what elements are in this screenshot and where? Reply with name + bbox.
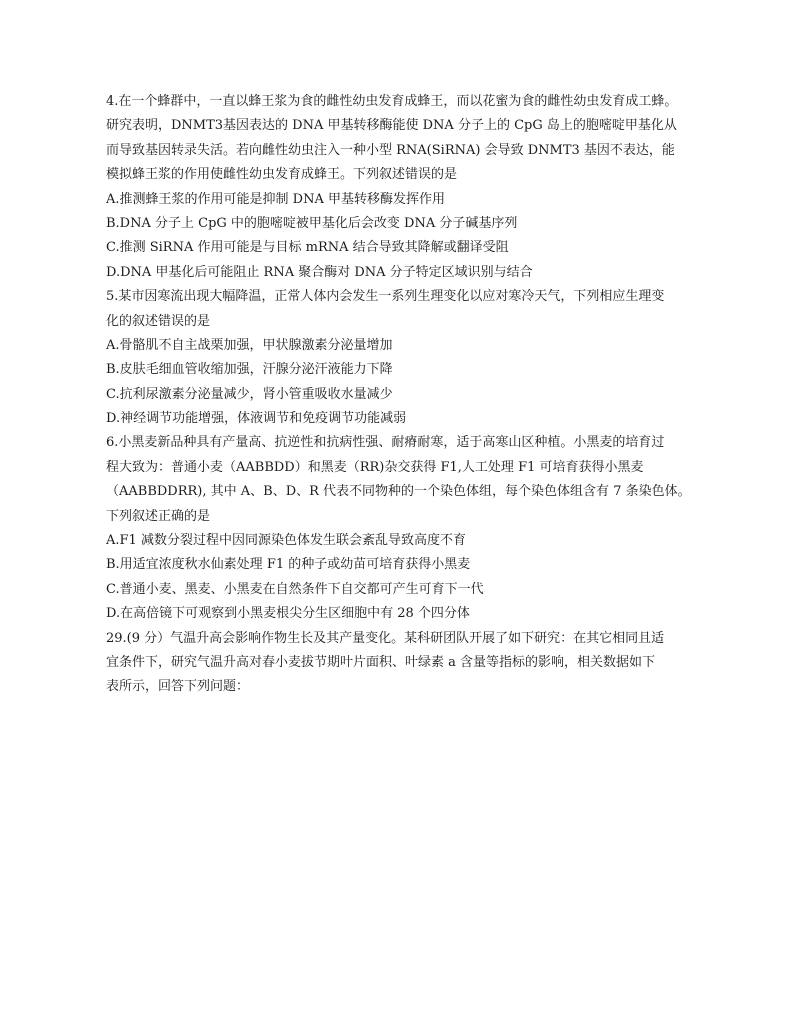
- question-4-option-a: A.推测蜂王浆的作用可能是抑制 DNA 甲基转移酶发挥作用: [106, 191, 445, 207]
- question-6-stem-line-1: 6.小黑麦新品种具有产量高、抗逆性和抗病性强、耐瘠耐寒，适于高寒山区种植。小黑麦的培育过: [106, 435, 665, 451]
- question-4: [106, 90, 726, 285]
- question-5-option-c: C.抗利尿激素分泌量减少，肾小管重吸收水量减少: [106, 386, 393, 402]
- question-6-option-a: A.F1 减数分裂过程中因同源染色体发生联会紊乱导致高度不育: [106, 533, 466, 549]
- question-5-stem-line-2: 化的叙述错误的是: [106, 313, 211, 329]
- question-4-stem-line-1: 4.在一个蜂群中，一直以蜂王浆为食的雌性幼虫发育成蜂王，而以花蜜为食的雌性幼虫发育成工蜂。: [106, 94, 678, 109]
- question-4-stem-line-2: 研究表明，DNMT3基因表达的 DNA 甲基转移酶能使 DNA 分子上的 CpG 岛上的胞嘧啶甲基化从: [106, 118, 677, 134]
- question-6-stem-line-3: （AABBDDRR), 其中 A、B、D、R 代表不同物种的一个染色体组，每个染色体组含有 7 条染色体。: [106, 484, 691, 500]
- question-4-option-d: D.DNA 甲基化后可能阻止 RNA 聚合酶对 DNA 分子特定区域识别与结合: [106, 264, 533, 280]
- question-5-stem-line-1: 5.某市因寒流出现大幅降温，正常人体内会发生一系列生理变化以应对寒冷天气，下列相应生理变: [106, 289, 665, 305]
- question-4-option-b: B.DNA 分子上 CpG 中的胞嘧啶被甲基化后会改变 DNA 分子碱基序列: [106, 215, 518, 231]
- question-4-option-c: C.推测 SiRNA 作用可能是与目标 mRNA 结合导致其降解或翻译受阻: [106, 240, 509, 256]
- question-5-option-b: B.皮肤毛细血管收缩加强，汗腺分泌汗液能力下降: [106, 362, 393, 378]
- question-29: [106, 627, 726, 700]
- question-content: [106, 90, 726, 700]
- question-6-option-d: D.在高倍镜下可观察到小黑麦根尖分生区细胞中有 28 个四分体: [106, 606, 470, 622]
- question-6-stem-line-4: 下列叙述正确的是: [106, 508, 211, 524]
- question-29-stem-line-1: 29.(9 分）气温升高会影响作物生长及其产量变化。某科研团队开展了如下研究：在其它相同且适: [106, 630, 665, 646]
- question-5: [106, 285, 726, 431]
- question-4-stem-line-4: 模拟蜂王浆的作用使雌性幼虫发育成蜂王。下列叙述错误的是: [106, 167, 458, 183]
- question-6-option-c: C.普通小麦、黑麦、小黑麦在自然条件下自交都可产生可育下一代: [106, 581, 484, 597]
- question-29-stem-line-3: 表所示，回答下列问题：: [106, 679, 250, 695]
- question-29-stem-line-2: 宜条件下，研究气温升高对春小麦拔节期叶片面积、叶绿素 a 含量等指标的影响，相关数据如下: [106, 654, 656, 670]
- question-5-option-a: A.骨骼肌不自主战栗加强，甲状腺激素分泌量增加: [106, 337, 393, 353]
- question-6: [106, 431, 726, 626]
- question-6-stem-line-2: 程大致为：普通小麦（AABBDD）和黑麦（RR)杂交获得 F1,人工处理 F1 可培育获得小黑麦: [106, 459, 644, 475]
- question-5-option-d: D.神经调节功能增强，体液调节和免疫调节功能减弱: [106, 411, 407, 427]
- question-6-option-b: B.用适宜浓度秋水仙素处理 F1 的种子或幼苗可培育获得小黑麦: [106, 557, 471, 573]
- question-4-stem-line-3: 而导致基因转录失活。若向雌性幼虫注入一种小型 RNA(SiRNA) 会导致 DNMT3 基因不表达，能: [106, 142, 675, 158]
